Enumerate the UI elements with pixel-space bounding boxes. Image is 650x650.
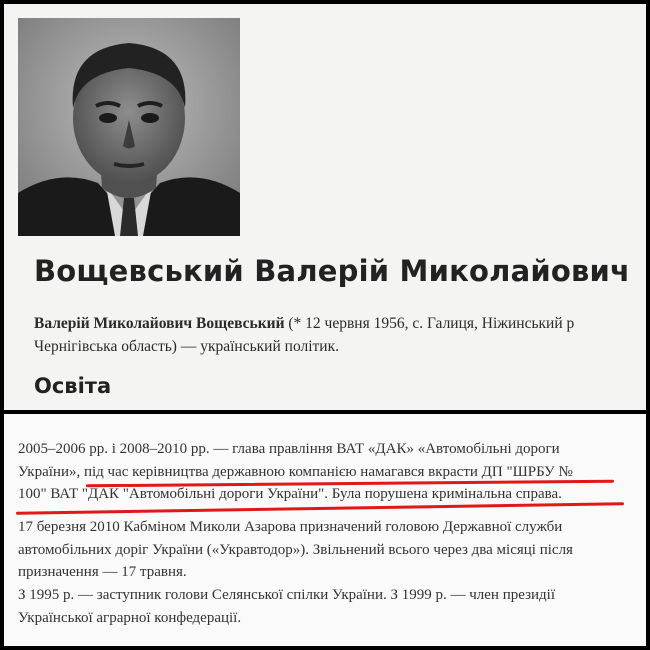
bio-intro (34, 312, 646, 358)
paragraph-line: Української аграрної конфедерації. (18, 609, 242, 626)
bio-intro-line-2: Чернігівська область) — український політик. (34, 338, 340, 355)
paragraph-line: автомобільних доріг України («Укравтодор»). Звільнений всього через два місяці після (18, 541, 573, 558)
portrait-photo (18, 18, 240, 236)
portrait-illustration (18, 18, 240, 236)
paragraph-line: 17 березня 2010 Кабміном Миколи Азарова призначений головою Державної служби (18, 519, 563, 535)
career-paragraph-2 (18, 516, 642, 584)
paragraph-text: України», (18, 463, 81, 480)
bio-intro-line-1 (34, 312, 646, 335)
paragraph-line: З 1995 р. — заступник голови Селянської спілки України. З 1999 р. — член президії (18, 587, 555, 603)
highlighted-text: 100" ВАТ "ДАК "Автомобільні дороги України". Була порушена кримінальна справа. (18, 486, 562, 502)
bio-birth-details: (* 12 червня 1956, с. Галиця, Ніжинський р (284, 315, 575, 332)
bio-bold-name: Валерій Миколайович Вощевський (34, 315, 285, 332)
page-title: Вощевський Валерій Миколайович (34, 254, 631, 288)
paragraph-line: 2005–2006 рр. і 2008–2010 рр. — глава правління ВАТ «ДАК» «Автомобільні дороги (18, 441, 560, 457)
career-paragraph-1 (18, 438, 642, 506)
article-header-panel (4, 4, 646, 410)
paragraph-line: призначення — 17 травня. (18, 564, 187, 580)
highlighted-text: під час керівництва державною компанією намагався вкрасти ДП "ШРБУ № (80, 463, 573, 480)
career-paragraph-3 (18, 584, 642, 629)
section-heading-education: Освіта (34, 374, 112, 398)
article-career-panel (4, 414, 646, 646)
